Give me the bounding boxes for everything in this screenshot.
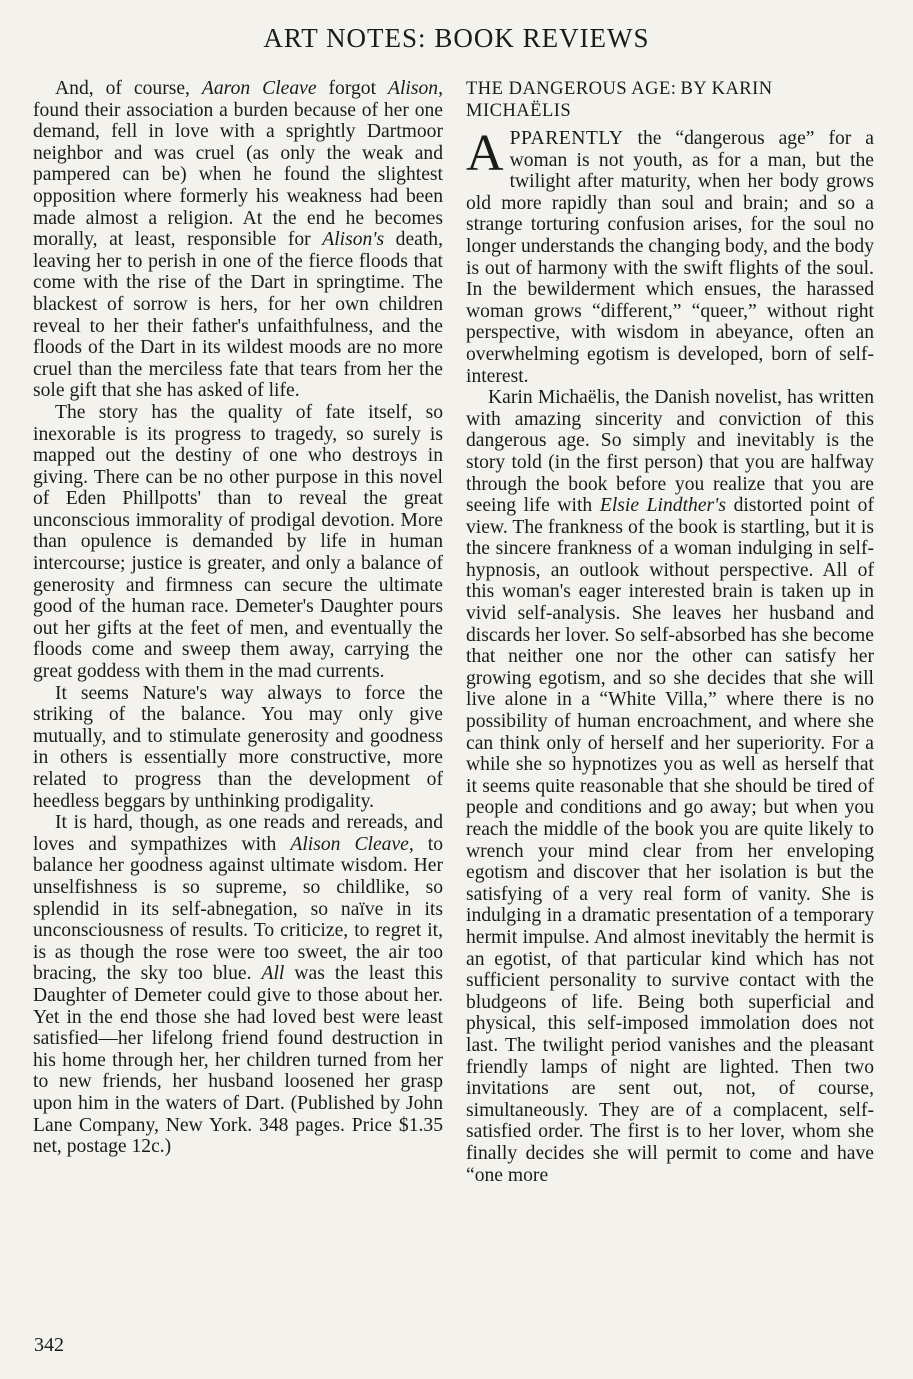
small-caps-word: PPARENTLY [509,128,624,149]
paragraph [33,78,443,402]
right-column [466,78,874,1186]
paragraph [466,387,874,1186]
text-run: to balance her goodness against ultimate wisdom. Her unselfishness is so supreme, so childlike, so splendid in its self-abnegation, so naïve in its unconsciousness of results. To criticize, to regret it, is as though the rose were too sweet, the air too bracing, the sky too blue. [33,833,444,985]
drop-cap: A [466,125,504,182]
book-author: BY KARIN MICHAËLIS [466,79,773,121]
page-number: 342 [34,1334,64,1356]
paragraph: It seems Nature's way always to force the striking of the balance. You may only give mutually, and to stimulate generosity and goodness in others is essentially more constructive, more related to progress than the development of heedless beggars by unthinking prodigality. [33,682,443,812]
paragraph [33,812,443,1158]
text-run: It is hard, though, as one reads and rereads, and loves and sympathizes with [33,812,443,855]
text-run: And, of course, [55,78,202,99]
text-run: Karin Michaëlis, the Danish novelist, has written with amazing sincerity and conviction of this dangerous age. So simply and inevitably is the story told (in the first person) that you are halfway through the book before you realize that you are seeing life with [466,387,874,517]
book-title: THE DANGEROUS AGE: [466,79,677,99]
page-header: ART NOTES: BOOK REVIEWS [263,23,650,53]
left-column [33,78,443,1158]
text-run: distorted point of view. The frankness of the book is startling, but it is the sincere frankness of a woman indulging in self-hypnosis, an outlook without perspective. All of this woman's eager interested brain is taken up in vivid self-analysis. She leaves her husband and discards her lover. So self-absorbed has she become that neither one nor the other can satisfy her growing egotism, and so she decides that she will live alone in a “White Villa,” where there is no possibility of human encroachment, and where she can think only of herself and her superiority. For a while she so hypnotizes you as well as herself that it seems quite reasonable that she should be tired of people and conditions and go away; but when you reach the middle of the book you are quite likely to wrench your mind clear from her enveloping egotism and discover that her isolation is but the satisfying of a very real form of vanity. She is indulging in a dramatic presentation of a temporary hermit impulse. And almost inevitably the hermit is an egotist, of that particular kind which has not sufficient personality to survive contact with the bludgeons of life. Being both superficial and physical, this self-imposed immolation does not last. The twilight period vanishes and the pleasant friendly lamps of night are lighted. Then two invitations are sent out, not, of course, simultaneously. They are of a complacent, self-satisfied order. The first is to her lover, whom she finally decides she will permit to come and have “one more [466,495,874,1186]
character-name: Elsie Lindther's [599,495,726,517]
text-run: found their association a burden because of her one demand, fell in love with a sprightly Dartmoor neighbor and was cruel (as only the weak and pampered can be) when he found the slightest opposition where formerly his weakness had been made almost a religion. At the end he becomes morally, at least, responsible for [33,99,443,251]
text-run: the “dangerous age” for a woman is not youth, as for a man, but the twilight after maturity, when her body grows old more rapidly than soul and brain; and so a strange torturing confusion arises, for the soul no longer understands the changing body, and the body is out of harmony with the swift flights of the soul. In the bewilderment which ensues, the harassed woman grows “different,” “queer,” without right perspective, with wisdom in abeyance, often an overwhelming egotism is developed, born of self-interest. [466,128,874,387]
character-name: Alison Cleave, [290,833,414,855]
paragraph: The story has the quality of fate itself, so inexorable is its progress to tragedy, so surely is mapped out the destiny of one who destroys in giving. There can be no other purpose in this novel of Eden Phillpotts' than to reveal the great unconscious immorality of prodigal devotion. More than opulence is demanded by life in human intercourse; justice is greater, and only a balance of generosity and firmness can secure the ultimate good of the human race. Demeter's Daughter pours out her gifts at the feet of men, and eventually the floods come and sweep them away, carrying the great goddess with them in the mad currents. [33,401,443,683]
paragraph [466,125,874,387]
character-name: Alison's [322,229,385,251]
character-name: Alison, [388,78,443,99]
text-run: forgot [316,78,389,99]
character-name: Aaron Cleave [201,78,317,99]
emphasis: All [261,963,285,985]
text-run: death, leaving her to perish in one of the fierce floods that come with the rise of the Dart in springtime. The blackest of sorrow is hers, for her own children reveal to her their father's unfaithfulness, and the floods of the Dart in its wildest moods are no more cruel than the merciless fate that tears from her the sole gift that she has asked of life. [33,229,443,402]
review-title [466,78,874,122]
text-run: was the least this Daughter of Demeter could give to those about her. Yet in the end those she had loved best were least satisfied—her lifelong friend found destruction in his home through her, her children turned from her to new friends, her husband loosened her grasp upon him in the waters of Dart. (Published by John Lane Company, New York. 348 pages. Price $1.35 net, postage 12c.) [33,963,443,1158]
